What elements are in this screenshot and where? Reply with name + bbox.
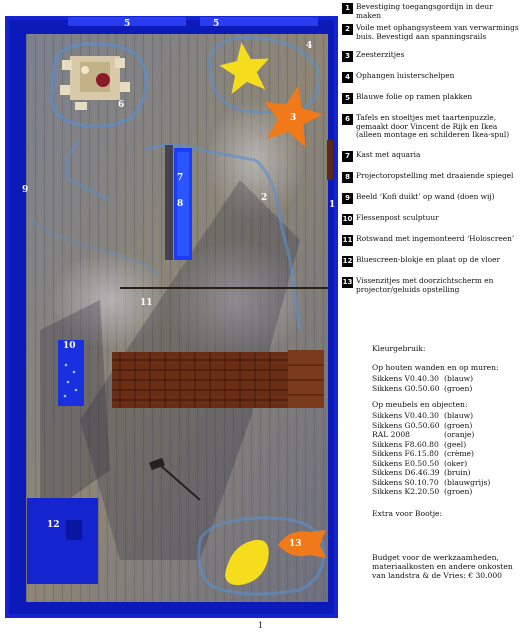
marker-7: 7 [177,173,184,183]
marker-4: 4 [306,41,313,51]
legend-number: 7 [342,151,353,162]
color-name: (crème) [444,449,474,458]
color-code: Sikkens S0.10.70 [372,477,439,487]
legend-number: 9 [342,193,353,204]
color-code: Sikkens G0.50.60 [372,383,440,393]
color-usage [372,344,520,497]
color-row [372,440,520,450]
color-name: (groen) [444,383,473,393]
legend-item-8 [342,172,520,193]
bluescreen-block [66,520,82,540]
legend-text: Rotswand met ingemonteerd ‘Holoscreen’ [356,234,515,243]
color-row [372,411,520,421]
legend-item-6 [342,114,520,151]
color-name: (blauwgrijs) [444,477,491,487]
legend-text: Vissenzitjes met doorzichtscherm en projector/geluids opstelling [356,276,494,294]
color-name: (geel) [444,439,467,449]
legend-item-10 [342,214,520,235]
marker-2: 2 [261,193,268,203]
legend-number: 11 [342,236,353,244]
legend-item-2 [342,24,520,51]
legend-text: Blauwe folie op ramen plakken [356,92,473,101]
legend-item-9 [342,193,520,214]
legend-item-3 [342,51,520,72]
color-row [372,430,520,440]
bluescreen-plate [27,498,98,584]
color-name: (oker) [444,458,468,468]
legend-number: 12 [342,257,353,265]
color-code: Sikkens D6.46.39 [372,468,440,477]
marker-11: 11 [140,298,153,308]
color-code: Sikkens G0.50.60 [372,420,440,430]
legend-text: Voile met ophangsysteem van verwarmings buis. Bevestigd aan spanningsrails [356,23,519,41]
budget-note: Budget voor de werkzaamheden, materiaalkosten en andere onkosten van landstra & de Vries: € 30.000 [372,553,513,581]
color-code: RAL 2008 [372,430,410,439]
legend-number: 5 [342,93,353,104]
legend-text: Bevestiging toegangsgordijn in deur maken [356,2,493,20]
color-name: (groen) [444,420,473,430]
marker-10: 10 [63,341,76,351]
page-number: 1 [258,621,264,630]
legend-text: Tafels en stoeltjes met taartenpuzzle, gemaakt door Vincent de Rijk en Ikea (alleen montage en schilderen Ikea-spul) [356,113,510,140]
color-name: (bruin) [444,468,471,477]
entrance-door [327,140,333,180]
legend [342,3,520,304]
legend-item-5 [342,93,520,114]
walls-heading: Op houten wanden en op muren: [372,363,499,372]
legend-item-13 [342,277,520,304]
marker-13: 13 [289,539,302,549]
color-row [372,449,520,459]
color-code: Sikkens E0.50.50 [372,458,440,468]
color-code: Sikkens V0.40.30 [372,374,439,383]
color-row [372,421,520,431]
legend-number: 6 [342,114,353,125]
legend-item-12 [342,256,520,277]
marker-5a: 5 [124,19,131,29]
color-row [372,468,520,478]
legend-number: 3 [342,51,353,62]
color-row [372,487,520,497]
color-name: (groen) [444,487,473,496]
legend-number: 10 [342,215,353,223]
color-code: Sikkens K2.20.50 [372,487,440,496]
marker-12: 12 [47,520,60,530]
legend-number: 1 [342,3,353,14]
marker-1: 1 [329,200,336,210]
color-code: Sikkens V0.40.30 [372,411,439,420]
color-usage-title: Kleurgebruik: [372,344,426,353]
marker-3: 3 [290,113,297,123]
objects-heading: Op meubels en objecten: [372,400,468,409]
color-row [372,478,520,488]
legend-text: Flessenpost sculptuur [356,213,439,222]
legend-text: Kast met aquaria [356,150,421,159]
legend-number: 4 [342,72,353,83]
legend-text: Zeesterzitjes [356,50,405,59]
marker-6: 6 [118,100,125,110]
legend-item-1 [342,3,520,24]
legend-text: Bluescreen-blokje en plaat op de vloer [356,255,501,264]
marker-9: 9 [22,185,29,195]
legend-number: 13 [342,278,353,286]
color-code: Sikkens F8.60.80 [372,439,439,449]
legend-text: Ophangen luisterschelpen [356,71,455,80]
marker-8: 8 [177,199,184,209]
color-code: Sikkens F6.15.80 [372,449,439,458]
marker-5b: 5 [213,19,220,29]
color-row [372,374,520,384]
color-name: (blauw) [444,374,474,383]
legend-number: 2 [342,24,353,35]
legend-item-4 [342,72,520,93]
legend-item-7 [342,151,520,172]
legend-text: Projectoropstelling met draaiende spiegel [356,171,514,180]
color-name: (blauw) [444,411,474,420]
color-row [372,459,520,469]
wooden-staircase [112,350,324,408]
legend-number: 8 [342,172,353,183]
color-row [372,384,520,394]
legend-text: Beeld ‘Kofi duikt’ op wand (doen wij) [356,192,495,201]
extra-boat-note: Extra voor Bootje: [372,509,443,518]
legend-item-11 [342,235,520,256]
color-name: (oranje) [444,430,475,439]
